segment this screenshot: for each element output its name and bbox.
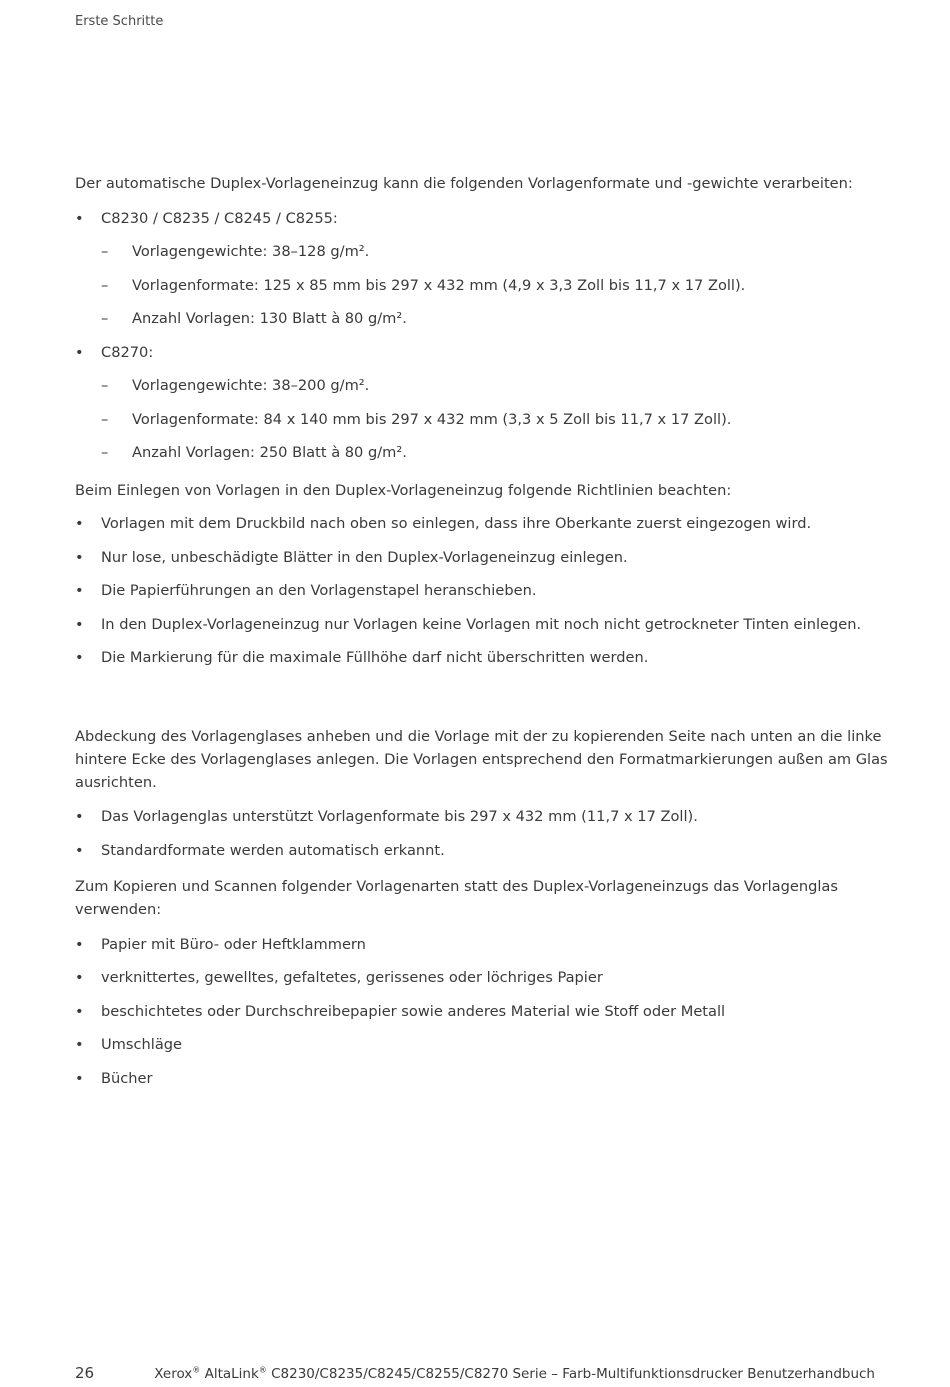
bullet: • bbox=[75, 936, 84, 953]
bullet: • bbox=[75, 616, 84, 633]
adf-intro: Der automatische Duplex-Vorlageneinzug kann die folgenden Vorlagenformate und -gewichte verarbeiten: bbox=[75, 175, 853, 192]
group-label: C8270: bbox=[101, 344, 154, 361]
dash: – bbox=[101, 377, 109, 394]
bullet: • bbox=[75, 210, 84, 227]
bullet: • bbox=[75, 649, 84, 666]
glass-intro: Abdeckung des Vorlagenglases anheben und die Vorlage mit der zu kopierenden Seite nach unten an die linke hintere Ecke des Vorlagenglases anlegen. Die Vorlagen entsprechend den Formatmarkierungen außen am Glas ausrichten. bbox=[75, 728, 888, 791]
bullet: • bbox=[75, 842, 84, 859]
dash: – bbox=[101, 310, 109, 327]
bullet: • bbox=[75, 582, 84, 599]
bullet: • bbox=[75, 808, 84, 825]
bullet: • bbox=[75, 549, 84, 566]
guidelines-intro: Beim Einlegen von Vorlagen in den Duplex-Vorlageneinzug folgende Richtlinien beachten: bbox=[75, 482, 732, 499]
dash: – bbox=[101, 243, 109, 260]
dash: – bbox=[101, 411, 109, 428]
bullet: • bbox=[75, 344, 84, 361]
bullet: • bbox=[75, 1036, 84, 1053]
bullet: • bbox=[75, 515, 84, 532]
page-number: 26 bbox=[75, 1364, 95, 1382]
bullet: • bbox=[75, 969, 84, 986]
glass-use-intro: Zum Kopieren und Scannen folgender Vorlagenarten statt des Duplex-Vorlageneinzugs das Vorlagenglas verwenden: bbox=[75, 878, 838, 918]
group-label: C8230 / C8235 / C8245 / C8255: bbox=[101, 210, 338, 227]
bullet: • bbox=[75, 1003, 84, 1020]
document-page: Erste Schritte Der automatische Duplex-Vorlageneinzug kann die folgenden Vorlagenformate und -gewichte verarbeiten: • C8230 / C8235 / C8245 / C8255: – Vorlagengewichte: 38–128 g/m². – Vorlagenformate: 125 x 85 mm bis 297 x 432 mm (4,9 x 3,3 Zoll bis 11,7 x 17 Zoll). – Anzahl Vorlagen: 130 Blatt à 80 g/m². • C8270: – Vorlagengewichte: 38–200 g/m². – Vorlagenformate: 84 x 140 mm bis 297 x 432 mm (3,3 x 5 Zoll bis 11,7 x 17 Zoll). – Anzahl Vorlagen: 250 Blatt à 80 g/m². Beim Einlegen von Vorlagen in den Duplex-Vorlageneinzug folgende Richtlinien beachten: • Vorlagen mit dem Druckbild nach oben so einlegen, dass ihre Oberkante zuerst eingezogen wird. • Nur lose, unbeschädigte Blätter in den Duplex-Vorlageneinzug einlegen. • Die Papierführungen an den Vorlagenstapel heranschieben. • In den Duplex-Vorlageneinzug nur Vorlagen keine Vorlagen mit noch nicht getrockneter Tinten einlegen. • Die Markierung für die maximale Füllhöhe darf nicht überschritten werden. Abdeckung des Vorlagenglases anheben und die Vorlage mit der zu kopierenden Seite nach unten an die linke hintere Ecke des Vorlagenglases anlegen. Die Vorlagen entsprechend den Formatmarkierungen außen am Glas ausrichten. • Das Vorlagenglas unterstützt Vorlagenformate bis 297 x 432 mm (11,7 x 17 Zoll). • Standardformate werden automatisch erkannt. Zum Kopieren und Scannen folgender Vorlagenarten statt des Duplex-Vorlageneinzugs das Vorlagenglas verwenden: • Papier mit Büro- oder Heftklammern • verknittertes, gewelltes, gefaltetes, gerissenes oder löchriges Papier • beschichtetes oder Durchschreibepapier sowie anderes Material wie Stoff oder Metall • Umschläge • Bücher 26 Xerox® AltaLink® C8230/C8235/C8245/C8255/C8270 Serie – Farb-Multifunktionsdrucker Benutzerhandbuch bbox=[75, 14, 888, 1382]
running-header: Erste Schritte bbox=[75, 14, 164, 29]
dash: – bbox=[101, 277, 109, 294]
dash: – bbox=[101, 444, 109, 461]
bullet: • bbox=[75, 1070, 84, 1087]
running-footer: Xerox® AltaLink® C8230/C8235/C8245/C8255/C8270 Serie – Farb-Multifunktionsdrucker Benutzerhandbuch bbox=[154, 1365, 875, 1382]
